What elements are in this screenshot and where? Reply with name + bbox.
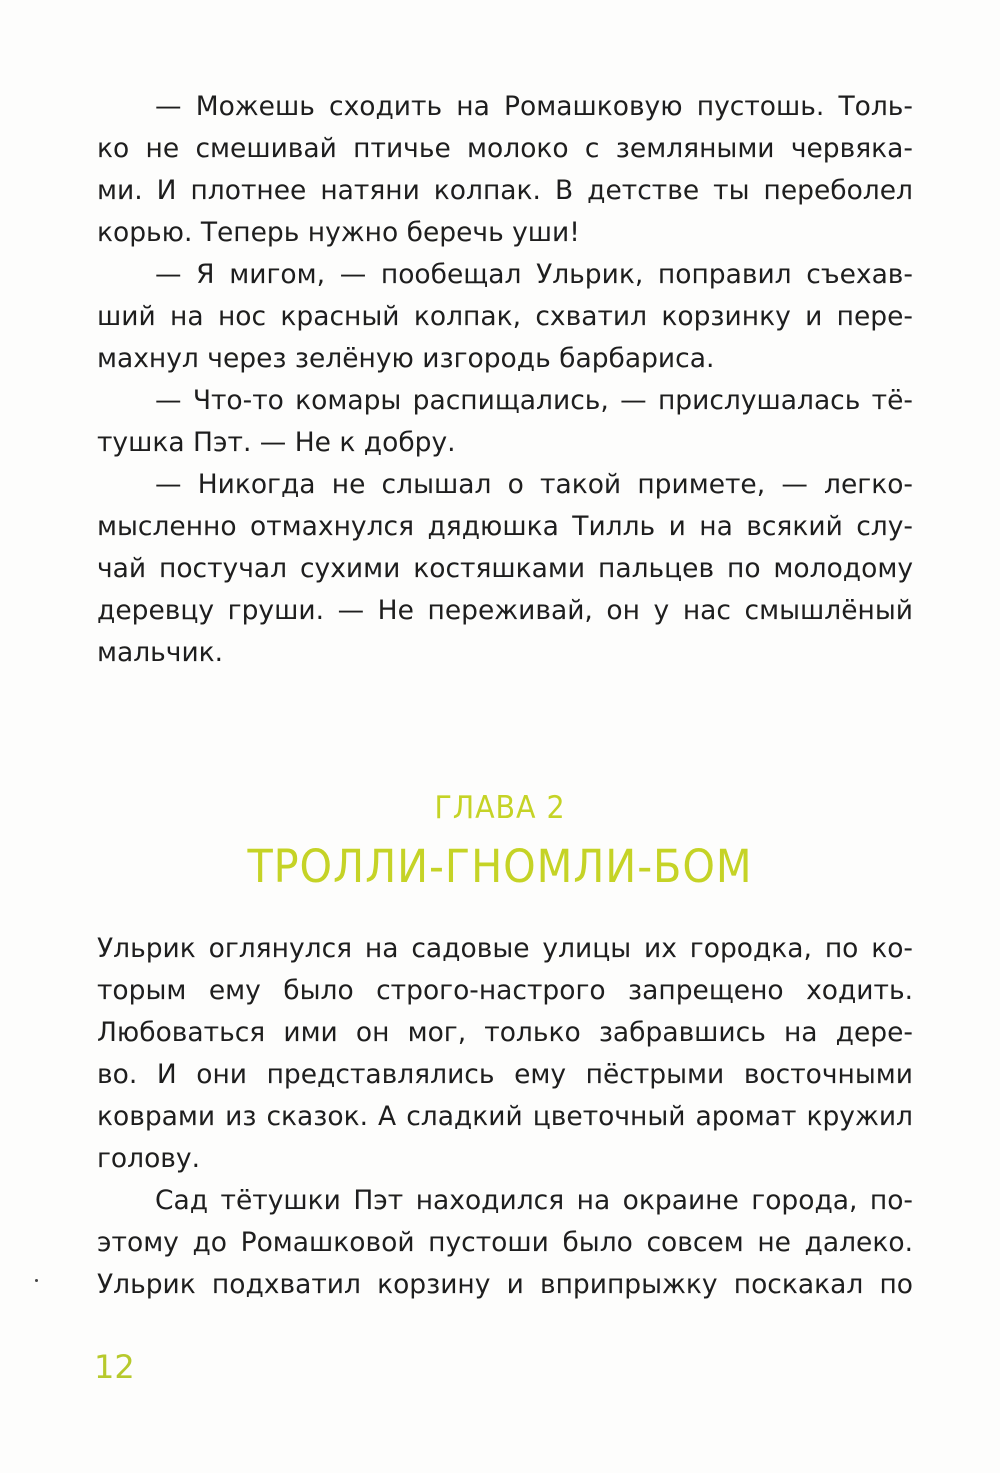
text-line: мысленно отмахнулся дядюшка Тилль и на всякий слу- [97,511,913,542]
text-line: Любоваться ими он мог, только забравшись на дере- [97,1017,913,1048]
page-number: 12 [94,1348,135,1386]
chapter-title: ТРОЛЛИ-ГНОМЛИ-БОМ [247,840,753,893]
text-line: — Никогда не слышал о такой примете, — легко- [155,469,913,500]
text-line: торым ему было строго-настрого запрещено ходить. [97,975,913,1006]
text-line: Ульрик оглянулся на садовые улицы их городка, по ко- [97,933,913,964]
text-line: коврами из сказок. А сладкий цветочный аромат кружил [97,1101,913,1132]
text-line: чай постучал сухими костяшками пальцев по молодому [97,553,913,584]
text-line: ко не смешивай птичье молоко с земляными червяка- [97,133,913,164]
text-line: тушка Пэт. — Не к добру. [97,427,456,458]
text-line: — Что-то комары распищались, — прислушалась тё- [155,385,913,416]
text-block-bottom [97,928,913,1306]
text-line: ми. И плотнее натяни колпак. В детстве ты переболел [97,175,913,206]
text-line: Ульрик подхватил корзину и вприпрыжку поскакал по [97,1269,913,1300]
chapter-number: ГЛАВА 2 [434,790,566,826]
text-line: — Я мигом, — пообещал Ульрик, поправил съехав- [155,259,913,290]
text-line: махнул через зелёную изгородь барбариса. [97,343,715,374]
text-line: корью. Теперь нужно беречь уши! [97,217,580,248]
text-line: ший на нос красный колпак, схватил корзинку и пере- [97,301,913,332]
text-line: голову. [97,1143,201,1174]
text-line: деревцу груши. — Не переживай, он у нас смышлёный [97,595,913,626]
text-line: мальчик. [97,637,224,668]
text-line: во. И они представлялись ему пёстрыми восточными [97,1059,913,1090]
text-line: этому до Ромашковой пустоши было совсем не далеко. [97,1227,913,1258]
text-line: Сад тётушки Пэт находился на окраине города, по- [155,1185,913,1216]
scan-speck [35,1279,38,1282]
text-block-top [97,86,913,674]
text-line: — Можешь сходить на Ромашковую пустошь. Толь- [155,91,913,122]
